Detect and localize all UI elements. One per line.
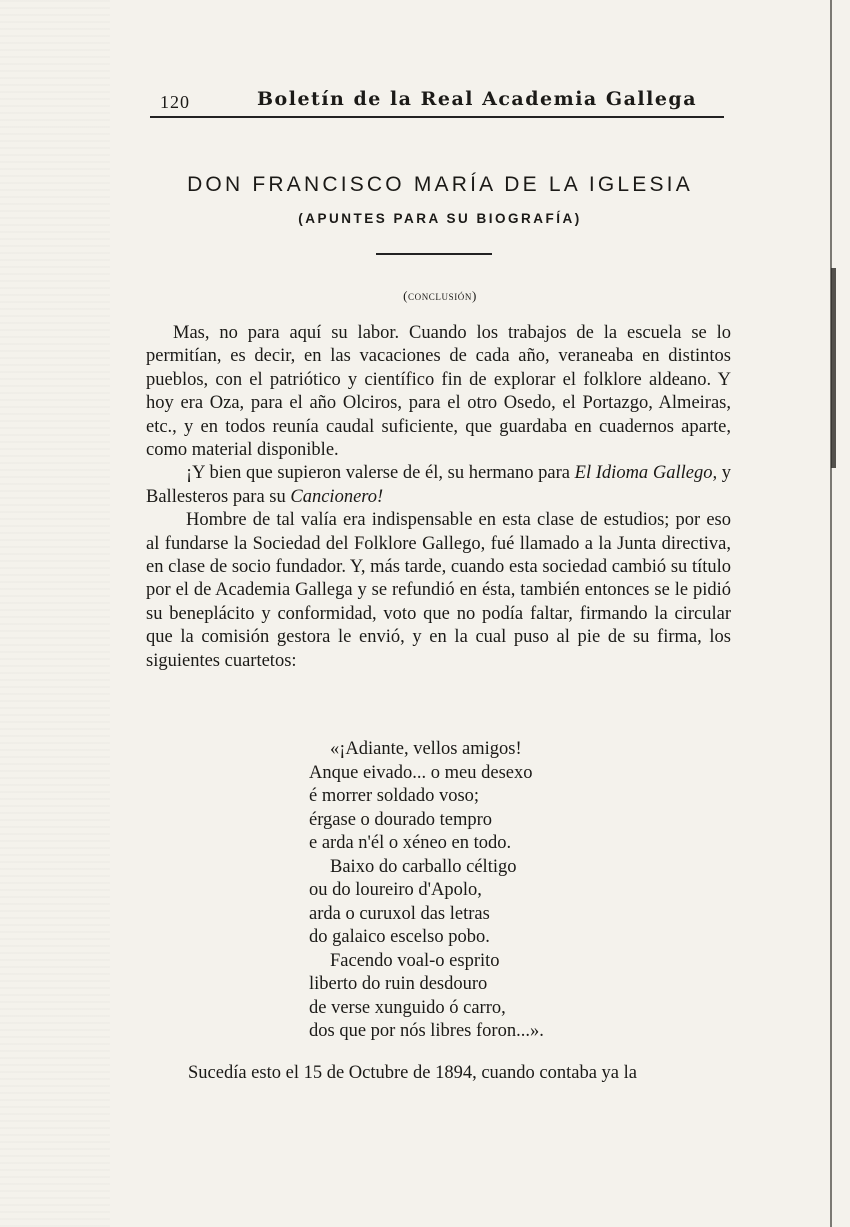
poem-line: Baixo do carballo céltigo <box>330 856 517 877</box>
section-note: (conclusión) <box>403 288 477 303</box>
article-title: DON FRANCISCO MARÍA DE LA IGLESIA <box>187 173 693 196</box>
work-title-idioma-gallego: El Idioma Gallego, <box>574 463 718 484</box>
paragraph-2-start: ¡Y bien que supieron valerse de él, su hermano para <box>186 463 575 484</box>
poem-line: arda o curuxol das letras <box>309 903 490 924</box>
poem-line: é morrer soldado voso; <box>309 786 480 806</box>
work-title-cancionero: Cancionero! <box>290 486 384 507</box>
page-number: 120 <box>160 92 190 112</box>
poem-line: dos que por nós libres foron...». <box>309 1021 544 1041</box>
binding-edge <box>830 0 838 1227</box>
poem-line: de verse xunguido ó carro, <box>309 997 506 1018</box>
paragraph-1: Mas, no para aquí su labor. Cuando los trabajos de la escuela se lo permitían, es decir, en las vacaciones de cada año, veraneaba en distintos pueblos, con el patriótico y científico fin de explorar el folklore aldeano. Y hoy era Oza, para el año Olciros, para el otro Osedo, el Portazgo, Almeiras, etc., y en todos reunía caudal suficiente, que guardaba en cuadernos aparte, como material disponible. <box>146 323 731 461</box>
page-header <box>155 86 725 116</box>
article-body <box>146 322 731 673</box>
article-subtitle: (APUNTES PARA SU BIOGRAFÍA) <box>298 211 582 226</box>
binding-shadow <box>831 268 836 468</box>
poem-line: do galaico escelso pobo. <box>309 927 490 947</box>
poem-line: e arda n'él o xéneo en todo. <box>309 833 512 853</box>
poem-line: liberto do ruin desdouro <box>309 974 488 994</box>
paragraph-2-middle: y Ballesteros para su <box>146 463 731 507</box>
closing-line: Sucedía esto el 15 de Octubre de 1894, cuando contaba ya la <box>188 1063 637 1083</box>
poem-quatrains <box>309 738 639 1044</box>
running-title: Boletín de la Real Academia Gallega <box>257 88 698 110</box>
poem-line: érgase o dourado tempro <box>309 809 493 830</box>
header-rule <box>150 116 724 118</box>
title-separator <box>376 253 492 255</box>
poem-line: Anque eivado... o meu desexo <box>309 762 533 783</box>
paragraph-2 <box>146 462 731 509</box>
paragraph-3: Hombre de tal valía era indispensable en esta clase de estudios; por eso al fundarse la Sociedad del Folklore Gallego, fué llamado a la Junta directiva, en clase de socio fundador. Y, más tarde, cuando esta sociedad cambió su título por el de Academia Gallega y se refundió en ésta, también entonces se le pidió su beneplácito y conformidad, voto que no podía faltar, firmando la circular que la comisión gestora le envió, y en la cual puso al pie de su firma, los siguientes cuartetos: <box>146 510 731 671</box>
poem-line: ou do loureiro d'Apolo, <box>309 880 482 900</box>
scan-noise-left <box>0 0 110 1227</box>
poem-line: Facendo voal-o esprito <box>330 950 500 971</box>
poem-line: «¡Adiante, vellos amigos! <box>330 739 522 759</box>
